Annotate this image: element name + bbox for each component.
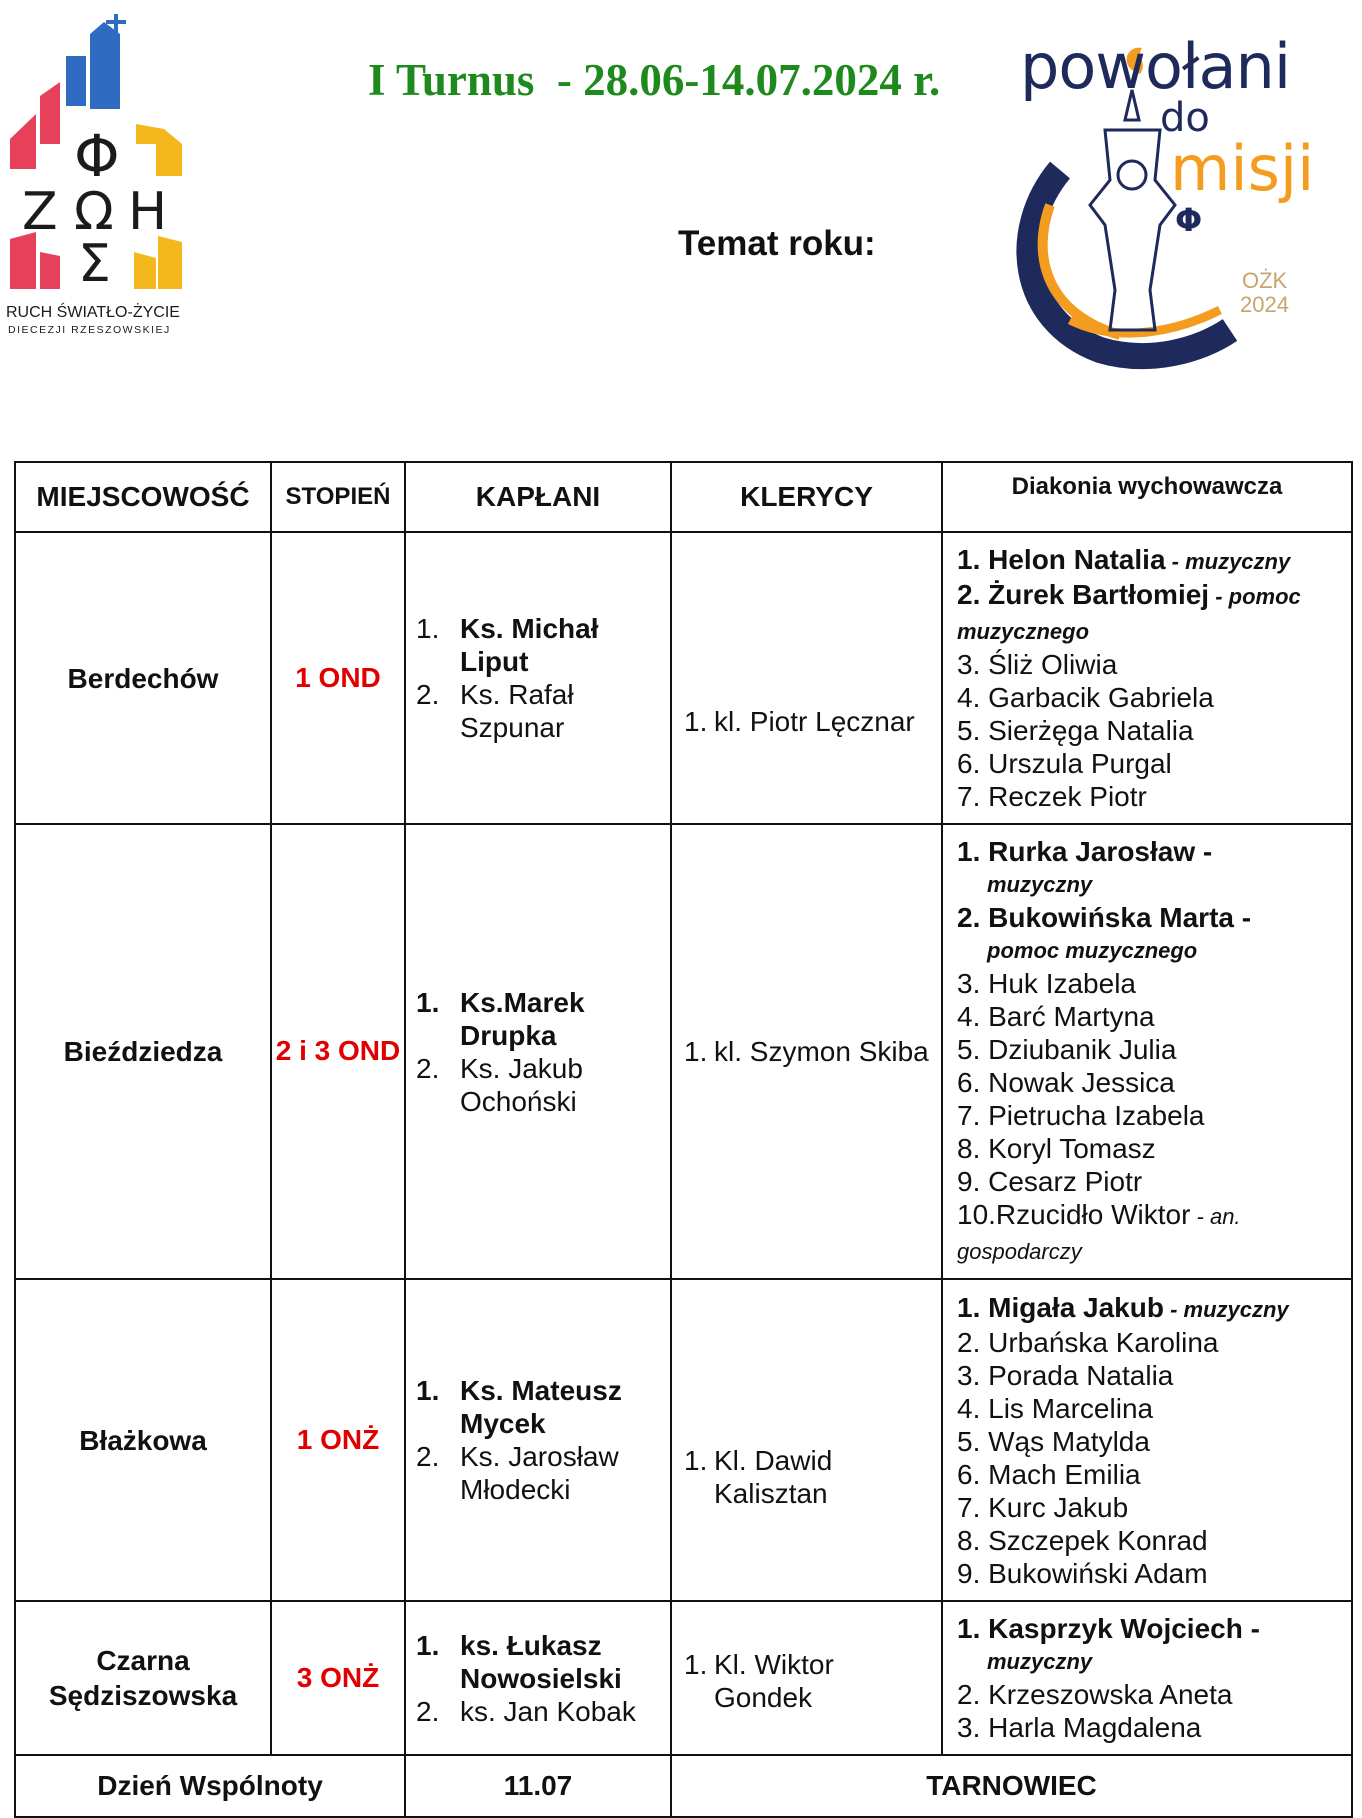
list-number: 1. — [684, 1445, 708, 1476]
logo-badge: OŻK — [1242, 268, 1288, 293]
table-row — [15, 1601, 1352, 1755]
powolani-do-misji-logo — [1010, 30, 1315, 375]
diakonia-member: 1. Helon Natalia — [957, 544, 1166, 575]
table-row — [15, 824, 1352, 1279]
priest-name: Ks. Mateusz Mycek — [460, 1375, 622, 1439]
priest-name: Ks. Rafał Szpunar — [460, 679, 574, 743]
list-number: 1. — [416, 986, 440, 1018]
place-cell: Berdechów — [15, 532, 271, 824]
temat-roku-label: Temat roku: — [678, 224, 876, 263]
priest-name: Ks. Jakub Ochoński — [460, 1052, 583, 1117]
klerycy-cell — [671, 1279, 942, 1601]
list-number: 2. — [416, 1441, 440, 1472]
cleric-name: kl. Szymon Skiba — [714, 1036, 929, 1067]
stopien-cell: 1 ONŻ — [271, 1279, 405, 1601]
diakonia-cell — [942, 824, 1352, 1279]
place-cell: Błażkowa — [15, 1279, 271, 1601]
table-header-row — [15, 462, 1352, 532]
member-role: - an. gospodarczy — [957, 1204, 1241, 1264]
diakonia-member: 6. Nowak Jessica — [957, 1067, 1175, 1098]
ruch-swiatlo-zycie-logo — [6, 4, 186, 340]
list-number: 2. — [416, 1695, 440, 1727]
member-role: muzyczny — [987, 872, 1093, 897]
priest-name: Ks.Marek Drupka — [460, 986, 585, 1051]
list-number: 1. — [416, 1629, 440, 1661]
kaplani-cell — [405, 532, 671, 824]
diakonia-member: 3. Śliż Oliwia — [957, 649, 1118, 680]
diakonia-member: 4. Garbacik Gabriela — [957, 682, 1214, 713]
diakonia-member: 4. Barć Martyna — [957, 1001, 1155, 1032]
cleric-name: Kl. Wiktor Gondek — [714, 1649, 834, 1713]
diakonia-member: 10.Rzucidło Wiktor — [957, 1199, 1191, 1230]
stopien-cell: 1 OND — [271, 532, 405, 824]
diakonia-cell — [942, 532, 1352, 824]
logo-title-line3: misji — [1170, 132, 1315, 205]
footer-row — [15, 1755, 1352, 1817]
header-miejscowosc: MIEJSCOWOŚĆ — [15, 462, 271, 532]
kaplani-cell — [405, 824, 671, 1279]
header-klerycy: KLERYCY — [671, 462, 942, 532]
logo-title-line1: powołani — [1020, 30, 1291, 103]
member-role: - pomoc muzycznego — [957, 584, 1301, 644]
diakonia-member: 9. Bukowiński Adam — [957, 1557, 1208, 1589]
cleric-name: kl. Piotr Lęcznar — [714, 705, 915, 737]
priest-name: Ks. Jarosław Młodecki — [460, 1441, 619, 1505]
diakonia-member: 3. Porada Natalia — [957, 1359, 1174, 1391]
diakonia-member: 2. Żurek Bartłomiej — [957, 579, 1210, 610]
stopien-cell: 3 ONŻ — [271, 1601, 405, 1755]
logo-glyph-eta: Η — [128, 182, 168, 242]
schedule-table — [14, 461, 1353, 1818]
logo-year: 2024 — [1240, 292, 1289, 317]
list-number: 2. — [416, 679, 440, 710]
list-number: 1. — [416, 613, 440, 644]
diakonia-cell — [942, 1279, 1352, 1601]
list-number: 1. — [416, 1375, 440, 1406]
kaplani-cell — [405, 1279, 671, 1601]
list-number: 1. — [684, 705, 708, 737]
header-stopien: STOPIEŃ — [271, 462, 405, 532]
member-role: - muzyczny — [1165, 549, 1291, 574]
footer-date: 11.07 — [405, 1755, 671, 1817]
table-row — [15, 1279, 1352, 1601]
diakonia-member: 1. Rurka Jarosław - — [957, 836, 1213, 867]
member-role: pomoc muzycznego — [987, 938, 1198, 963]
table-row — [15, 532, 1352, 824]
diakonia-member: 6. Urszula Purgal — [957, 748, 1172, 779]
logo-glyph-sigma: Σ — [78, 234, 111, 294]
list-number: 2. — [416, 1052, 440, 1084]
stopien-cell: 2 i 3 OND — [271, 824, 405, 1279]
diakonia-member: 2. Bukowińska Marta - — [957, 902, 1252, 933]
member-role: - muzyczny — [1163, 1296, 1289, 1322]
logo-glyph-omega: Ω — [74, 182, 114, 242]
priest-name: ks. Łukasz Nowosielski — [460, 1629, 622, 1694]
kaplani-cell — [405, 1601, 671, 1755]
diakonia-member: 7. Kurc Jakub — [957, 1491, 1129, 1523]
footer-label: Dzień Wspólnoty — [15, 1755, 405, 1817]
diakonia-member: 3. Huk Izabela — [957, 968, 1136, 999]
diakonia-member: 8. Szczepek Konrad — [957, 1524, 1208, 1556]
member-role: muzyczny — [987, 1649, 1093, 1674]
diakonia-cell — [942, 1601, 1352, 1755]
diakonia-member: 2. Krzeszowska Aneta — [957, 1679, 1233, 1710]
diakonia-member: 3. Harla Magdalena — [957, 1712, 1202, 1743]
priest-name: ks. Jan Kobak — [460, 1695, 636, 1727]
list-number: 1. — [684, 1649, 708, 1680]
logo-small-greek: Φ — [1175, 201, 1203, 239]
diakonia-member: 7. Reczek Piotr — [957, 781, 1147, 812]
diakonia-member: 1. Kasprzyk Wojciech - — [957, 1613, 1260, 1644]
diakonia-member: 1. Migała Jakub — [957, 1291, 1164, 1323]
klerycy-cell — [671, 532, 942, 824]
header-kaplani: KAPŁANI — [405, 462, 671, 532]
diakonia-member: 9. Cesarz Piotr — [957, 1166, 1143, 1197]
place-cell: Czarna Sędziszowska — [15, 1601, 271, 1755]
priest-name: Ks. Michał Liput — [460, 613, 599, 677]
diakonia-member: 8. Koryl Tomasz — [957, 1133, 1156, 1164]
list-number: 1. — [684, 1036, 708, 1067]
cleric-name: Kl. Dawid Kalisztan — [714, 1445, 833, 1509]
logo-glyph-zeta: Ζ — [22, 182, 58, 242]
turnus-title: I Turnus - 28.06-14.07.2024 r. — [368, 55, 941, 105]
klerycy-cell — [671, 824, 942, 1279]
diakonia-member: 4. Lis Marcelina — [957, 1392, 1154, 1424]
diakonia-member: 2. Urbańska Karolina — [957, 1326, 1219, 1358]
footer-place: TARNOWIEC — [671, 1755, 1352, 1817]
diakonia-member: 5. Dziubanik Julia — [957, 1034, 1177, 1065]
diakonia-member: 7. Pietrucha Izabela — [957, 1100, 1205, 1131]
logo-title-line2: do — [1160, 95, 1210, 141]
logo-glyph-phi: Φ — [74, 122, 120, 190]
diakonia-member: 6. Mach Emilia — [957, 1458, 1141, 1490]
header-diakonia: Diakonia wychowawcza — [942, 462, 1352, 532]
logo-subname: DIECEZJI RZESZOWSKIEJ — [8, 324, 171, 336]
logo-name: RUCH ŚWIATŁO-ŻYCIE — [6, 304, 180, 321]
diakonia-member: 5. Sierżęga Natalia — [957, 715, 1194, 746]
diakonia-member: 5. Wąs Matylda — [957, 1425, 1150, 1457]
place-cell: Bieździedza — [15, 824, 271, 1279]
klerycy-cell — [671, 1601, 942, 1755]
